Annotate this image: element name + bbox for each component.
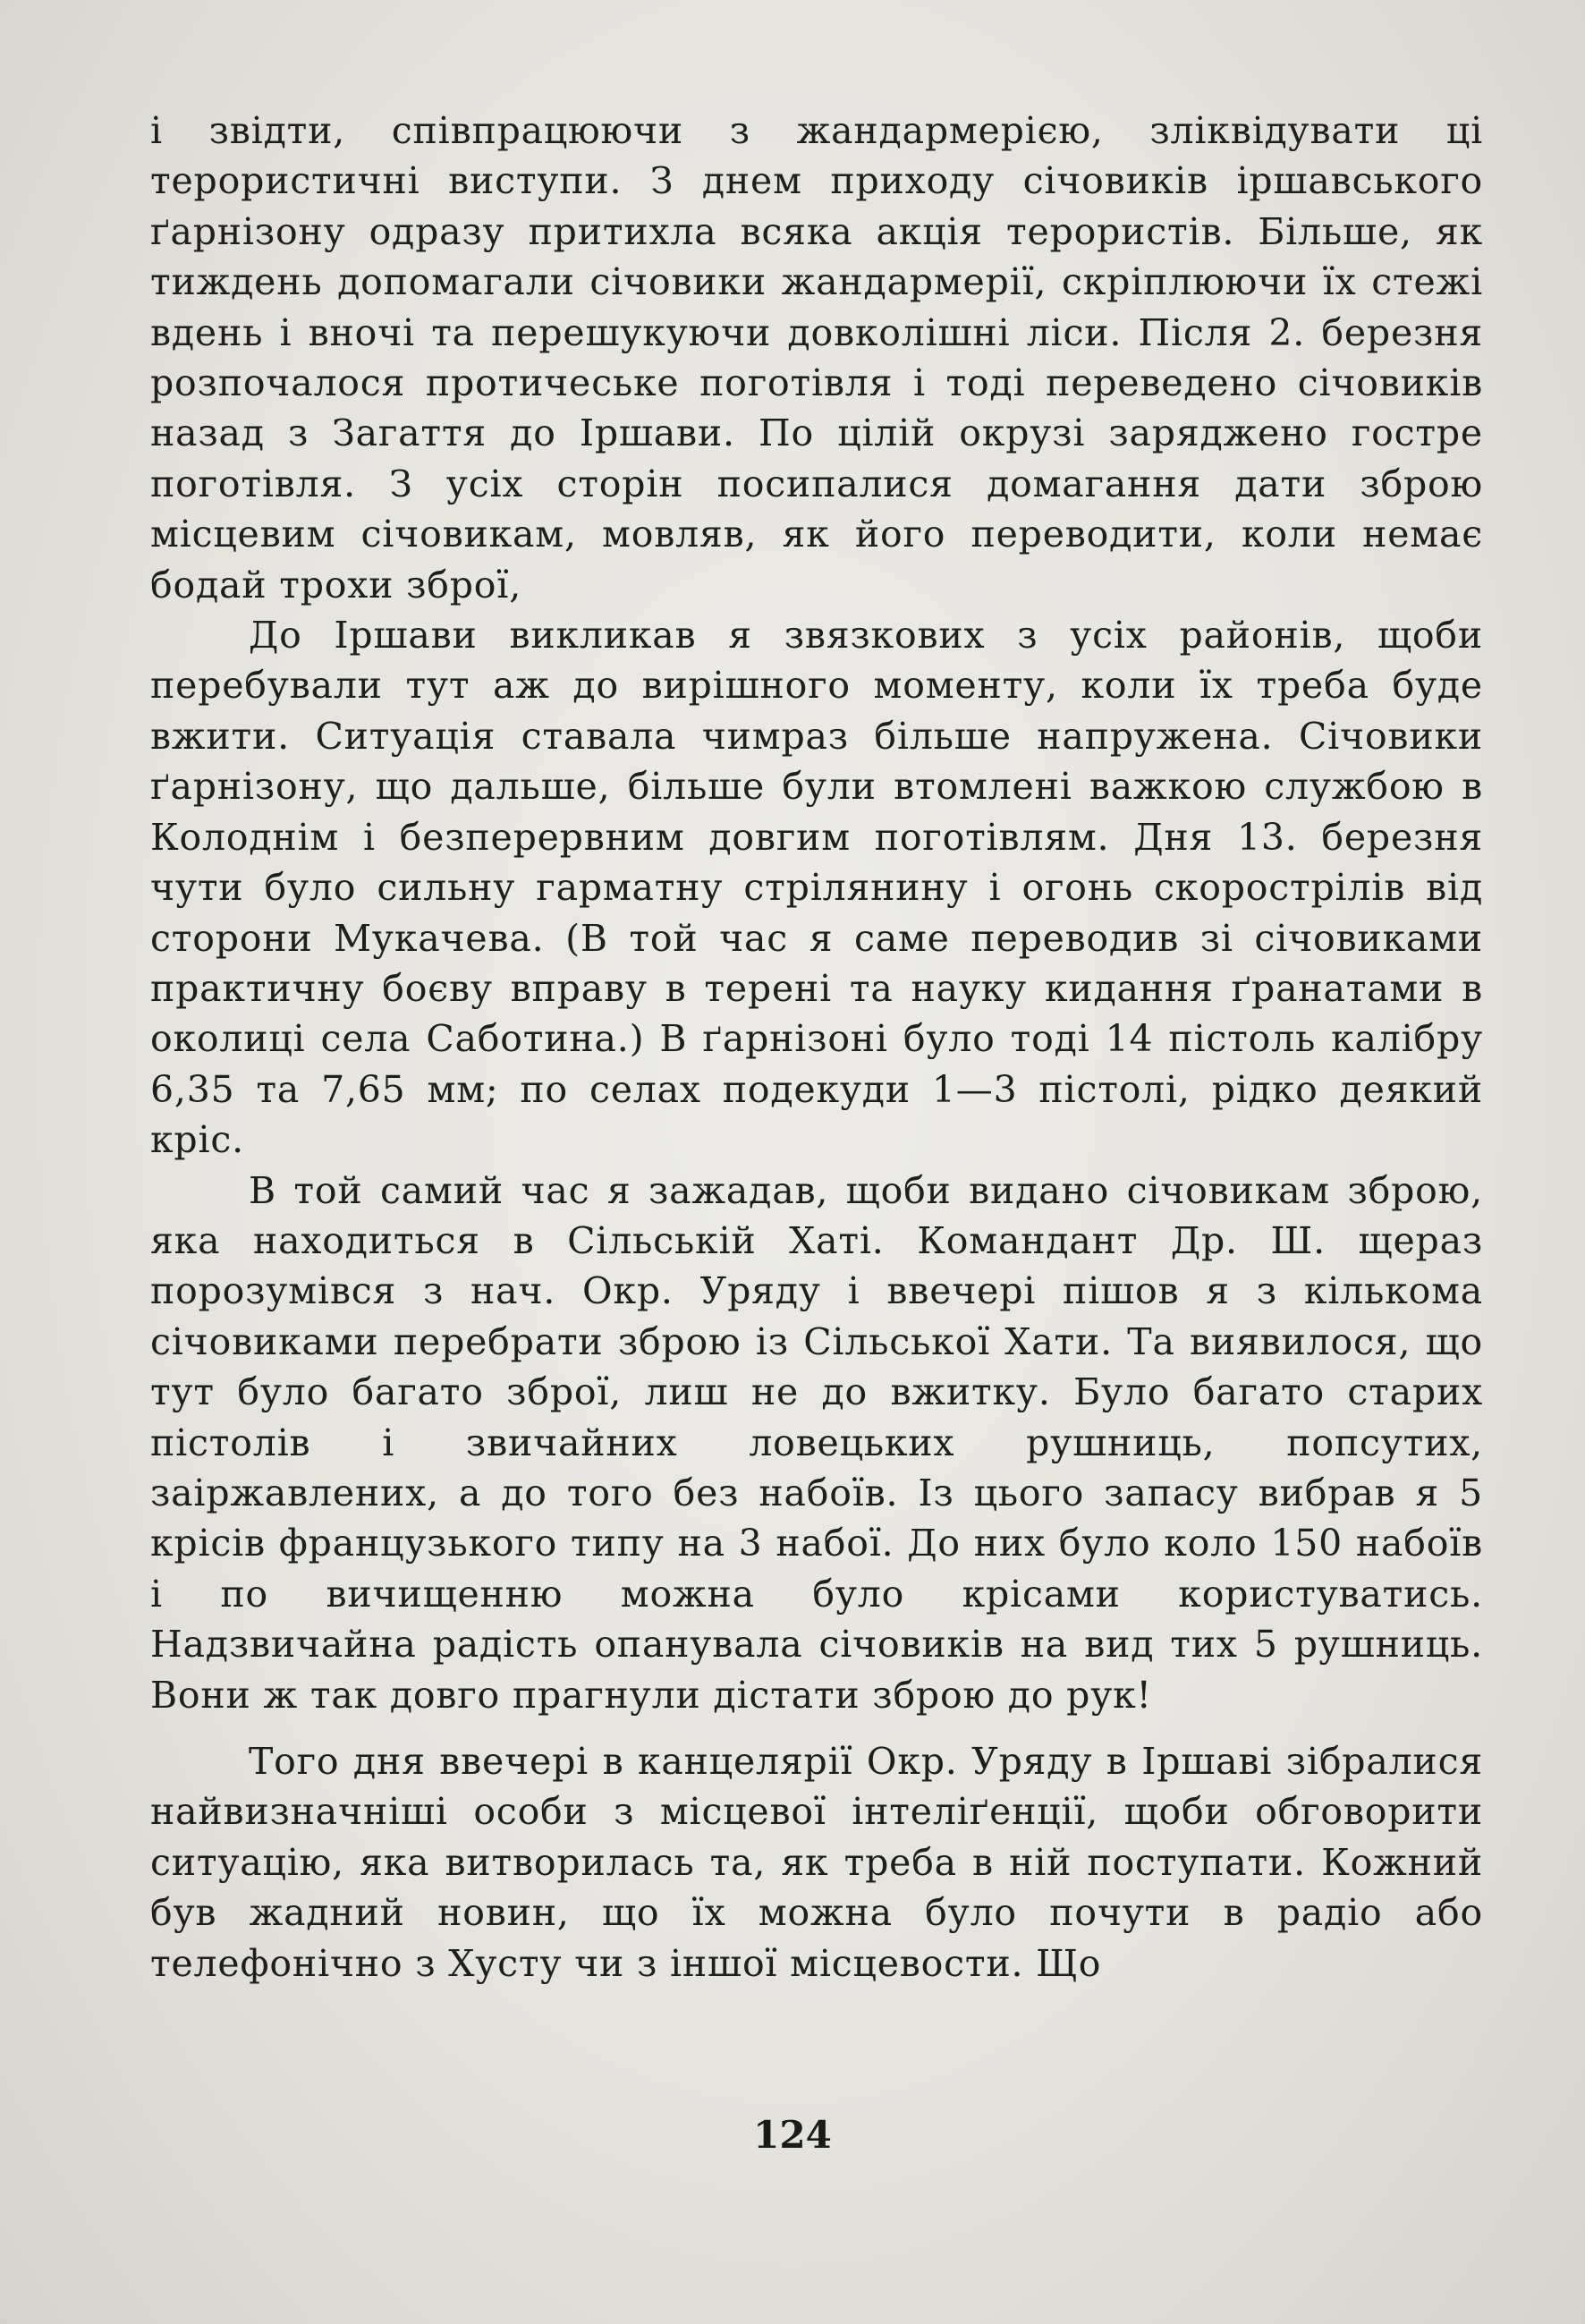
paragraph-4: Того дня ввечері в канцелярії Окр. Уряду в Іршаві зібралися найвизначніші особи з місцевої інтеліґенції, щоби обговорити ситуацію, яка витворилась та, як треба в ній поступати. Кожний був жадний новин, що їх можна було почути в радіо або телефонічно з Хусту чи з іншої місцевости. Що	[150, 1740, 1483, 1985]
paragraph-1: і звідти, співпрацюючи з жандармерією, зліквідувати ці терористичні виступи. З днем приходу січовиків іршавського ґарнізону одразу притихла всяка акція терористів. Більше, як тиждень допомагали січовики жандармерії, скріплюючи їх стежі вдень і вночі та перешукуючи довколішні ліси. Після 2. березня розпочалося протичеське поготівля і тоді переведено січовиків назад з Загаття до Іршави. По цілій окрузі заряджено гостре поготівля. З усіх сторін посипалися домагання дати зброю місцевим січовикам, мовляв, як його переводити, коли немає бодай трохи зброї,	[150, 109, 1483, 606]
body-text	[150, 106, 1483, 1989]
page-number: 124	[753, 2113, 832, 2157]
paragraph-2: До Іршави викликав я звязкових з усіх районів, щоби перебували тут аж до вирішного моменту, коли їх треба буде вжити. Ситуація ставала чимраз більше напружена. Січовики ґарнізону, що дальше, більше були втомлені важкою службою в Колоднім і безперервним довгим поготівлям. Дня 13. березня чути було сильну гарматну стрілянину і огонь скорострілів від сторони Мукачева. (В той час я саме переводив зі січовиками практичну боєву вправу в терені та науку кидання ґранатами в околиці села Саботина.) В ґарнізоні було тоді 14 пістоль калібру 6,35 та 7,65 мм; по селах подекуди 1—3 пістолі, рідко деякий кріс.	[150, 614, 1483, 1162]
paragraph-3: В той самий час я зажадав, щоби видано січовикам зброю, яка находиться в Сільській Хаті. Командант Др. Ш. щераз порозумівся з нач. Окр. Уряду і ввечері пішов я з кількома січовиками перебрати зброю із Сільської Хати. Та виявилося, що тут було багато зброї, лиш не до вжитку. Було багато старих пістолів і звичайних ловецьких рушниць, попсутих, заіржавлених, а до того без набоїв. Із цього запасу вибрав я 5 крісів французького типу на 3 набої. До них було коло 150 набоїв і по вичищенню можна було крісами користуватись. Надзвичайна радість опанувала січовиків на вид тих 5 рушниць. Вони ж так довго прагнули дістати зброю до рук!	[150, 1168, 1483, 1717]
